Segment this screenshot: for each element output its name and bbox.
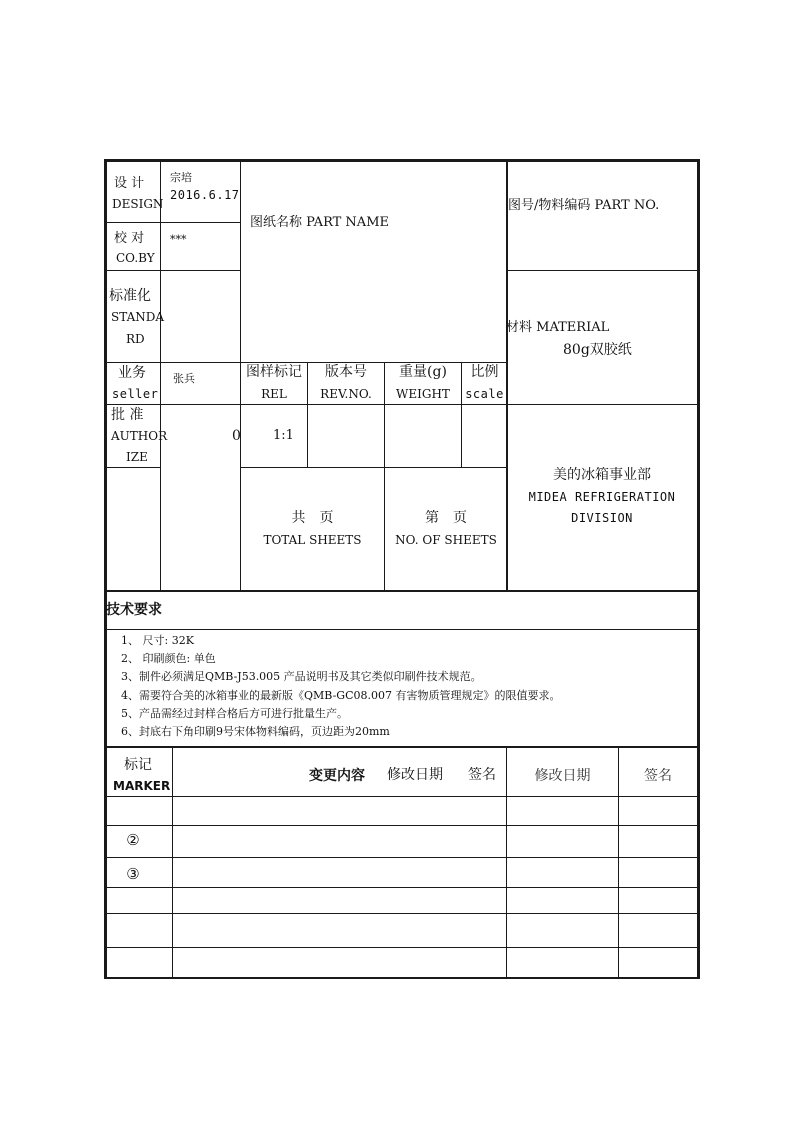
company-cn: 美的冰箱事业部 [553,467,651,483]
tech-item-4: 4、需要符合美的冰箱事业的最新版《QMB-GC08.007 有害物质管理规定》的限值要求。 [121,689,561,702]
sign-header: 签名 [644,768,672,784]
check-label-cn: 校 对 [114,231,145,246]
weight-label-cn: 重量(g) [399,364,447,380]
check-label-en: CO.BY [116,251,155,265]
material-value: 80g双胶纸 [563,342,632,358]
tech-item-3: 3、制件必须满足QMB-J53.005 产品说明书及其它类似印刷件技术规范。 [121,670,482,683]
frame-left [104,159,107,979]
total-sheets-en: TOTAL SHEETS [263,533,362,547]
part-name-label: 图纸名称 PART NAME [250,215,390,230]
change-row-mark: ③ [126,865,140,883]
date-header-inline: 修改日期 [387,767,443,783]
design-date: 2016.6.17 [170,188,240,202]
sign-header-inline: 签名 [468,767,496,783]
standard-label-en-1: STANDA [111,310,165,324]
tech-requirements-title: 技术要求 [106,602,162,618]
frame-bottom [104,977,700,979]
date-header: 修改日期 [534,768,591,784]
check-value: *** [170,233,187,246]
tech-item-2: 2、 印刷颜色: 单色 [121,652,216,665]
rev-label-en: REV.NO. [320,387,372,401]
rev-label-cn: 版本号 [325,364,367,380]
frame-top [104,159,700,162]
seller-label-cn: 业务 [118,365,146,381]
standard-label-en-2: RD [126,332,145,346]
design-label-en: DESIGN [112,197,164,211]
authorize-label-en-2: IZE [126,450,148,464]
scale-value: 1:1 [273,428,294,443]
authorize-label-en-1: AUTHOR [111,429,168,443]
scale-label-cn: 比例 [470,364,499,380]
marker-header-en: MARKER [113,779,171,793]
company-en-1: MIDEA REFRIGERATION [528,490,676,504]
tech-item-1: 1、 尺寸: 32K [121,634,194,647]
material-label: 材料 MATERIAL [506,320,610,335]
design-person: 宗培 [170,171,192,184]
rel-value: 0 [232,428,241,444]
tech-item-6: 6、封底右下角印刷9号宋体物料编码，页边距为20mm [121,725,390,738]
marker-header-cn: 标记 [124,757,152,773]
frame-right [697,159,700,979]
rel-label-cn: 图样标记 [246,364,302,380]
tech-item-5: 5、产品需经过封样合格后方可进行批量生产。 [121,707,348,720]
rel-label-en: REL [261,387,287,401]
scale-label-en: scale [465,387,504,401]
sheet-no-en: NO. OF SHEETS [395,533,497,547]
standard-label-cn: 标准化 [109,288,151,304]
seller-label-en: seller [112,387,159,401]
weight-label-en: WEIGHT [396,387,450,401]
total-sheets-cn: 共 页 [291,510,334,526]
change-row-mark: ② [126,831,140,849]
authorize-label-cn: 批 准 [111,407,144,423]
company-en-2: DIVISION [571,511,633,525]
design-label-cn: 设 计 [114,176,145,191]
content-header: 变更内容 [309,768,365,784]
part-no-label: 图号/物料编码 PART NO. [508,198,660,213]
sheet-no-cn: 第 页 [425,510,467,526]
seller-value: 张兵 [173,372,195,385]
